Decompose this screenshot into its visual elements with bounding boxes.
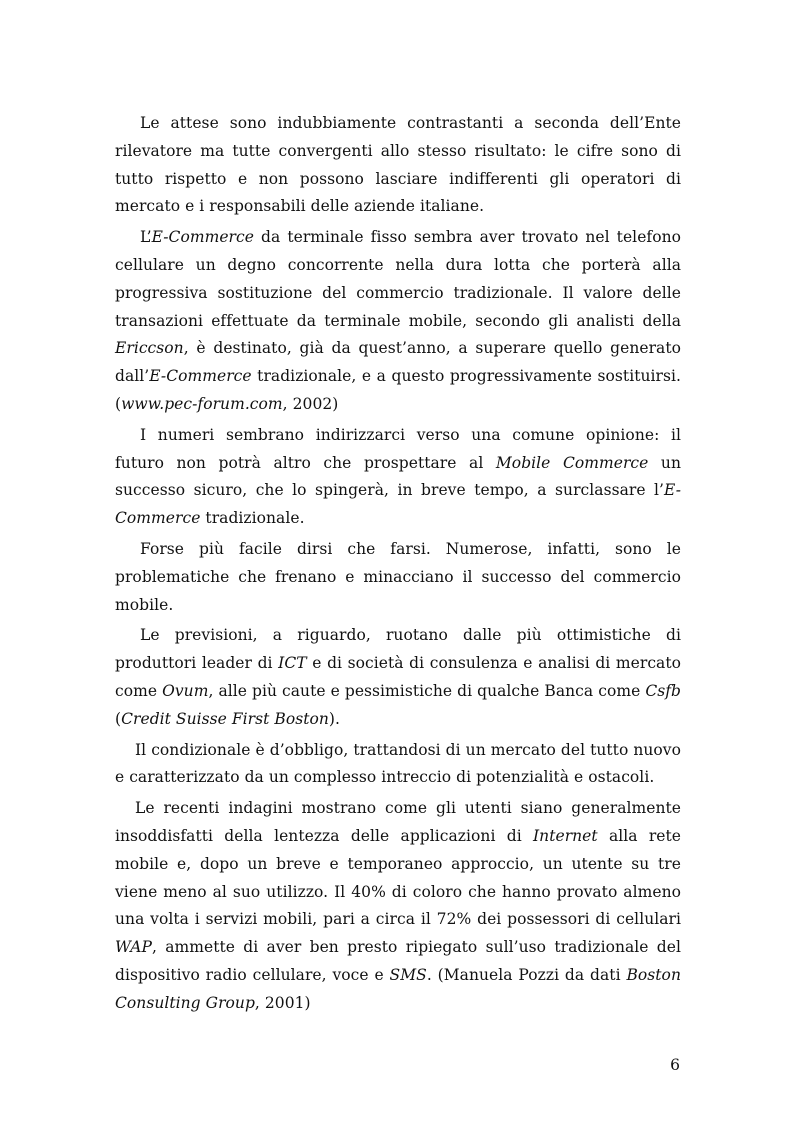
italic-text-run: E-Commerce bbox=[149, 367, 252, 386]
page-number: 6 bbox=[670, 1056, 680, 1074]
text-run: Il condizionale è d’obbligo, trattandosi di un mercato del tutto nuovo e caratterizzato da un complesso intreccio di potenzialità e ostacoli. bbox=[115, 740, 681, 787]
italic-text-run: ICT bbox=[278, 654, 307, 673]
text-run: , è destinato, già da quest’anno, a superare quello generato dall’ bbox=[115, 339, 681, 386]
text-run: ( bbox=[115, 709, 122, 728]
text-run: . (Manuela Pozzi da dati bbox=[426, 965, 627, 984]
italic-text-run: WAP bbox=[115, 938, 152, 957]
text-run: , alle più caute e pessimistiche di qualche Banca come bbox=[208, 681, 646, 700]
paragraph bbox=[115, 422, 681, 533]
italic-text-run: E-Commerce bbox=[115, 481, 681, 528]
paragraph bbox=[115, 737, 681, 793]
text-run: L’ bbox=[140, 228, 152, 247]
italic-text-run: Mobile Commerce bbox=[495, 453, 649, 472]
text-run: , ammette di aver ben presto ripiegato sull’uso tradizionale del dispositivo radio cellulare, voce e bbox=[115, 938, 681, 984]
paragraph bbox=[115, 110, 681, 221]
italic-text-run: Csfb bbox=[645, 681, 682, 700]
text-run: , 2001) bbox=[254, 993, 311, 1012]
text-run: tradizionale, e a questo progressivamente sostituirsi. ( bbox=[115, 367, 681, 413]
text-run: I numeri sembrano indirizzarci verso una comune opinione: il futuro non potrà altro che prospettare al bbox=[115, 425, 681, 472]
text-run: Le attese sono indubbiamente contrastanti a seconda dell’Ente rilevatore ma tutte convergenti allo stesso risultato: le cifre sono di tutto rispetto e non possono lasciare indifferenti gli operatori di mercato e i responsabili delle aziende italiane. bbox=[115, 114, 681, 216]
italic-text-run: E-Commerce bbox=[151, 228, 254, 247]
text-run: ). bbox=[328, 709, 340, 728]
text-run: tradizionale. bbox=[200, 509, 305, 528]
italic-text-run: Ericcson bbox=[115, 339, 184, 358]
text-run: alla rete mobile e, dopo un breve e temporaneo approccio, un utente su tre viene meno al suo utilizzo. Il 40% di coloro che hanno provato almeno una volta i servizi mobili, pari a circa il 72% dei possessori di cellulari bbox=[115, 826, 682, 929]
italic-text-run: Credit Suisse First Boston bbox=[121, 709, 329, 728]
text-run: un successo sicuro, che lo spingerà, in breve tempo, a surclassare l’ bbox=[115, 453, 681, 500]
text-run: , 2002) bbox=[282, 394, 339, 413]
italic-text-run: www.pec-forum.com bbox=[121, 394, 283, 413]
paragraph bbox=[115, 622, 681, 733]
text-run: e di società di consulenza e analisi di mercato come bbox=[115, 654, 681, 700]
text-run: Forse più facile dirsi che farsi. Numerose, infatti, sono le problematiche che frenano e minacciano il successo del commercio mobile. bbox=[115, 539, 681, 614]
paragraph bbox=[115, 795, 681, 1017]
page-body bbox=[115, 110, 681, 1021]
text-run: Le previsioni, a riguardo, ruotano dalle più ottimistiche di produttori leader di bbox=[115, 626, 681, 673]
paragraph bbox=[115, 224, 681, 419]
paragraph bbox=[115, 536, 681, 619]
italic-text-run: Ovum bbox=[162, 681, 209, 700]
text-run: Le recenti indagini mostrano come gli utenti siano generalmente insoddisfatti della lentezza delle applicazioni di bbox=[115, 799, 681, 845]
italic-text-run: Boston Consulting Group bbox=[115, 965, 681, 1012]
italic-text-run: SMS bbox=[389, 965, 427, 984]
italic-text-run: Internet bbox=[532, 826, 598, 845]
text-run: da terminale fisso sembra aver trovato nel telefono cellulare un degno concorrente nella dura lotta che porterà alla progressiva sostituzione del commercio tradizionale. Il valore delle transazioni effettuate da terminale mobile, secondo gli analisti della bbox=[115, 228, 681, 330]
